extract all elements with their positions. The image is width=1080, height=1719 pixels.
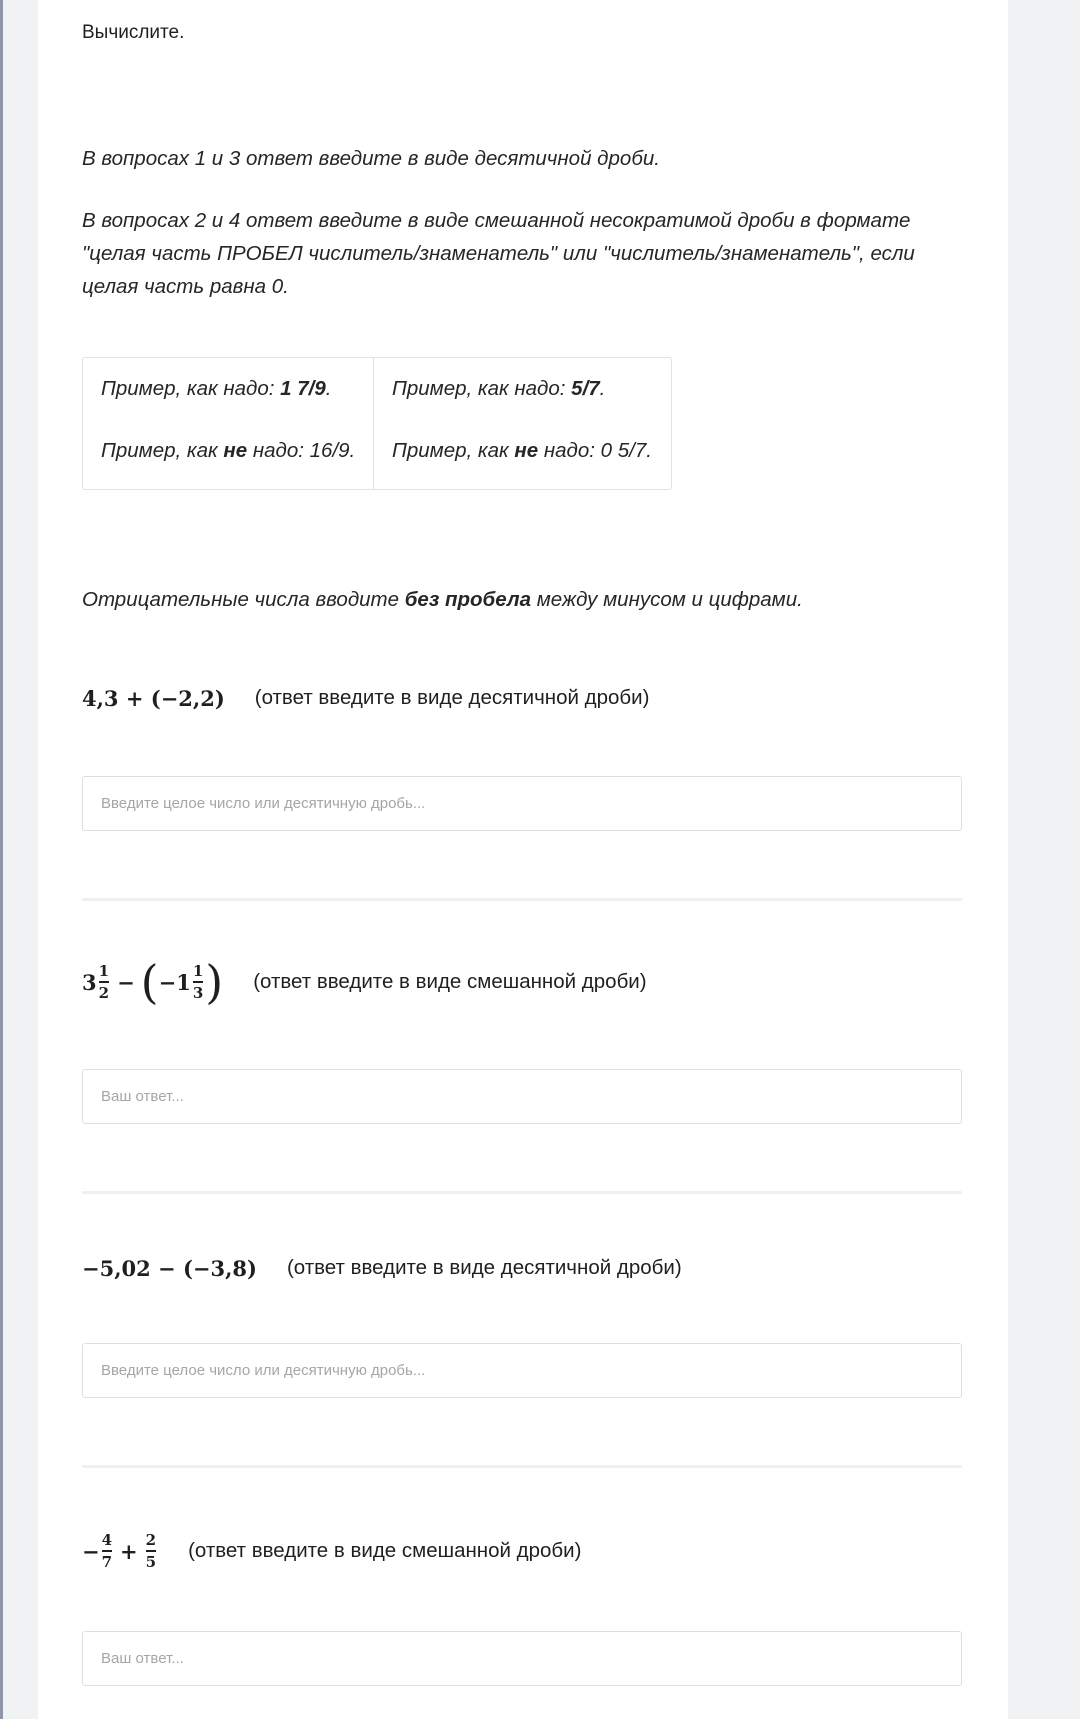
note-text: Отрицательные числа вводите [82,588,405,611]
example-label: Пример, как надо: [101,377,281,400]
example-good-1 [83,358,373,420]
question-3-line [82,1238,964,1298]
question-1-line [82,668,964,728]
question-card [38,0,1008,1719]
question-4-hint: (ответ введите в виде смешанной дроби) [188,1539,582,1562]
expr-paren-close: ) [205,955,224,1009]
expr-whole: 3 [82,969,97,995]
example-good-2 [374,358,671,420]
expr-numerator: 1 [192,962,204,980]
question-3-expression: −5,02 − (−3,8) [82,1255,257,1281]
question-4-line [82,1521,964,1581]
note-text: между минусом и цифрами. [531,588,803,611]
expr-denominator: 7 [101,1553,113,1571]
example-label: Пример, как [101,439,224,462]
question-2-expression [82,955,224,1009]
expr-fraction [102,1531,112,1571]
example-not: не [514,439,539,462]
question-2 [82,952,964,1012]
fraction-bar [99,981,109,983]
example-value: надо: 0 5/7. [538,439,652,462]
fraction-bar [102,1550,112,1552]
answer-input-1[interactable] [82,776,962,831]
expr-denominator: 3 [192,984,204,1002]
example-bad-1 [83,420,373,482]
expr-fraction [146,1531,156,1571]
question-2-line [82,952,964,1012]
note-bold: без пробела [404,588,532,611]
question-divider [82,898,962,901]
answer-input-3[interactable] [82,1343,962,1398]
example-period: . [325,377,332,400]
expr-denominator: 2 [98,984,110,1002]
examples-column-2 [374,358,671,489]
question-2-hint: (ответ введите в виде смешанной дроби) [253,970,647,993]
fraction-bar [146,1550,156,1552]
expr-numerator: 4 [101,1531,113,1549]
instruction-mixed: В вопросах 2 и 4 ответ введите в виде смешанной несократимой дроби в формате "целая часть ПРОБЕЛ числитель/знаменатель" или "числитель/знаменатель", если целая часть равна 0. [82,209,915,298]
example-label: Пример, как [392,439,515,462]
negative-numbers-note [82,583,964,616]
expr-denominator: 5 [145,1553,157,1571]
question-1-hint: (ответ введите в виде десятичной дроби) [254,686,650,709]
question-1-expression: 4,3 + (−2,2) [82,685,225,711]
examples-column-1 [83,358,374,489]
example-period: . [599,377,606,400]
fraction-bar [193,981,203,983]
question-4 [82,1521,964,1581]
example-label: Пример, как надо: [392,377,572,400]
task-heading: Вычислите. [82,22,185,43]
expr-fraction [193,962,203,1002]
question-divider [82,1465,962,1468]
question-1 [82,668,964,728]
expr-operator: + [120,1538,138,1564]
expr-sign: − [82,1538,100,1564]
question-3-hint: (ответ введите в виде десятичной дроби) [286,1256,682,1279]
question-3 [82,1238,964,1298]
expr-fraction [99,962,109,1002]
example-value: 1 7/9 [280,377,326,400]
window-left-edge [0,0,3,1719]
instruction-decimal: В вопросах 1 и 3 ответ введите в виде десятичной дроби. [82,147,660,170]
expr-whole: −1 [158,969,191,995]
example-bad-2 [374,420,671,482]
example-not: не [223,439,248,462]
question-4-expression [82,1531,158,1571]
answer-input-2[interactable] [82,1069,962,1124]
question-divider [82,1191,962,1194]
example-value: надо: 16/9. [247,439,356,462]
expr-numerator: 1 [98,962,110,980]
expr-numerator: 2 [145,1531,157,1549]
expr-paren-open: ( [140,955,159,1009]
examples-table [82,357,672,490]
example-value: 5/7 [571,377,600,400]
expr-operator: − [117,969,135,995]
answer-input-4[interactable] [82,1631,962,1686]
